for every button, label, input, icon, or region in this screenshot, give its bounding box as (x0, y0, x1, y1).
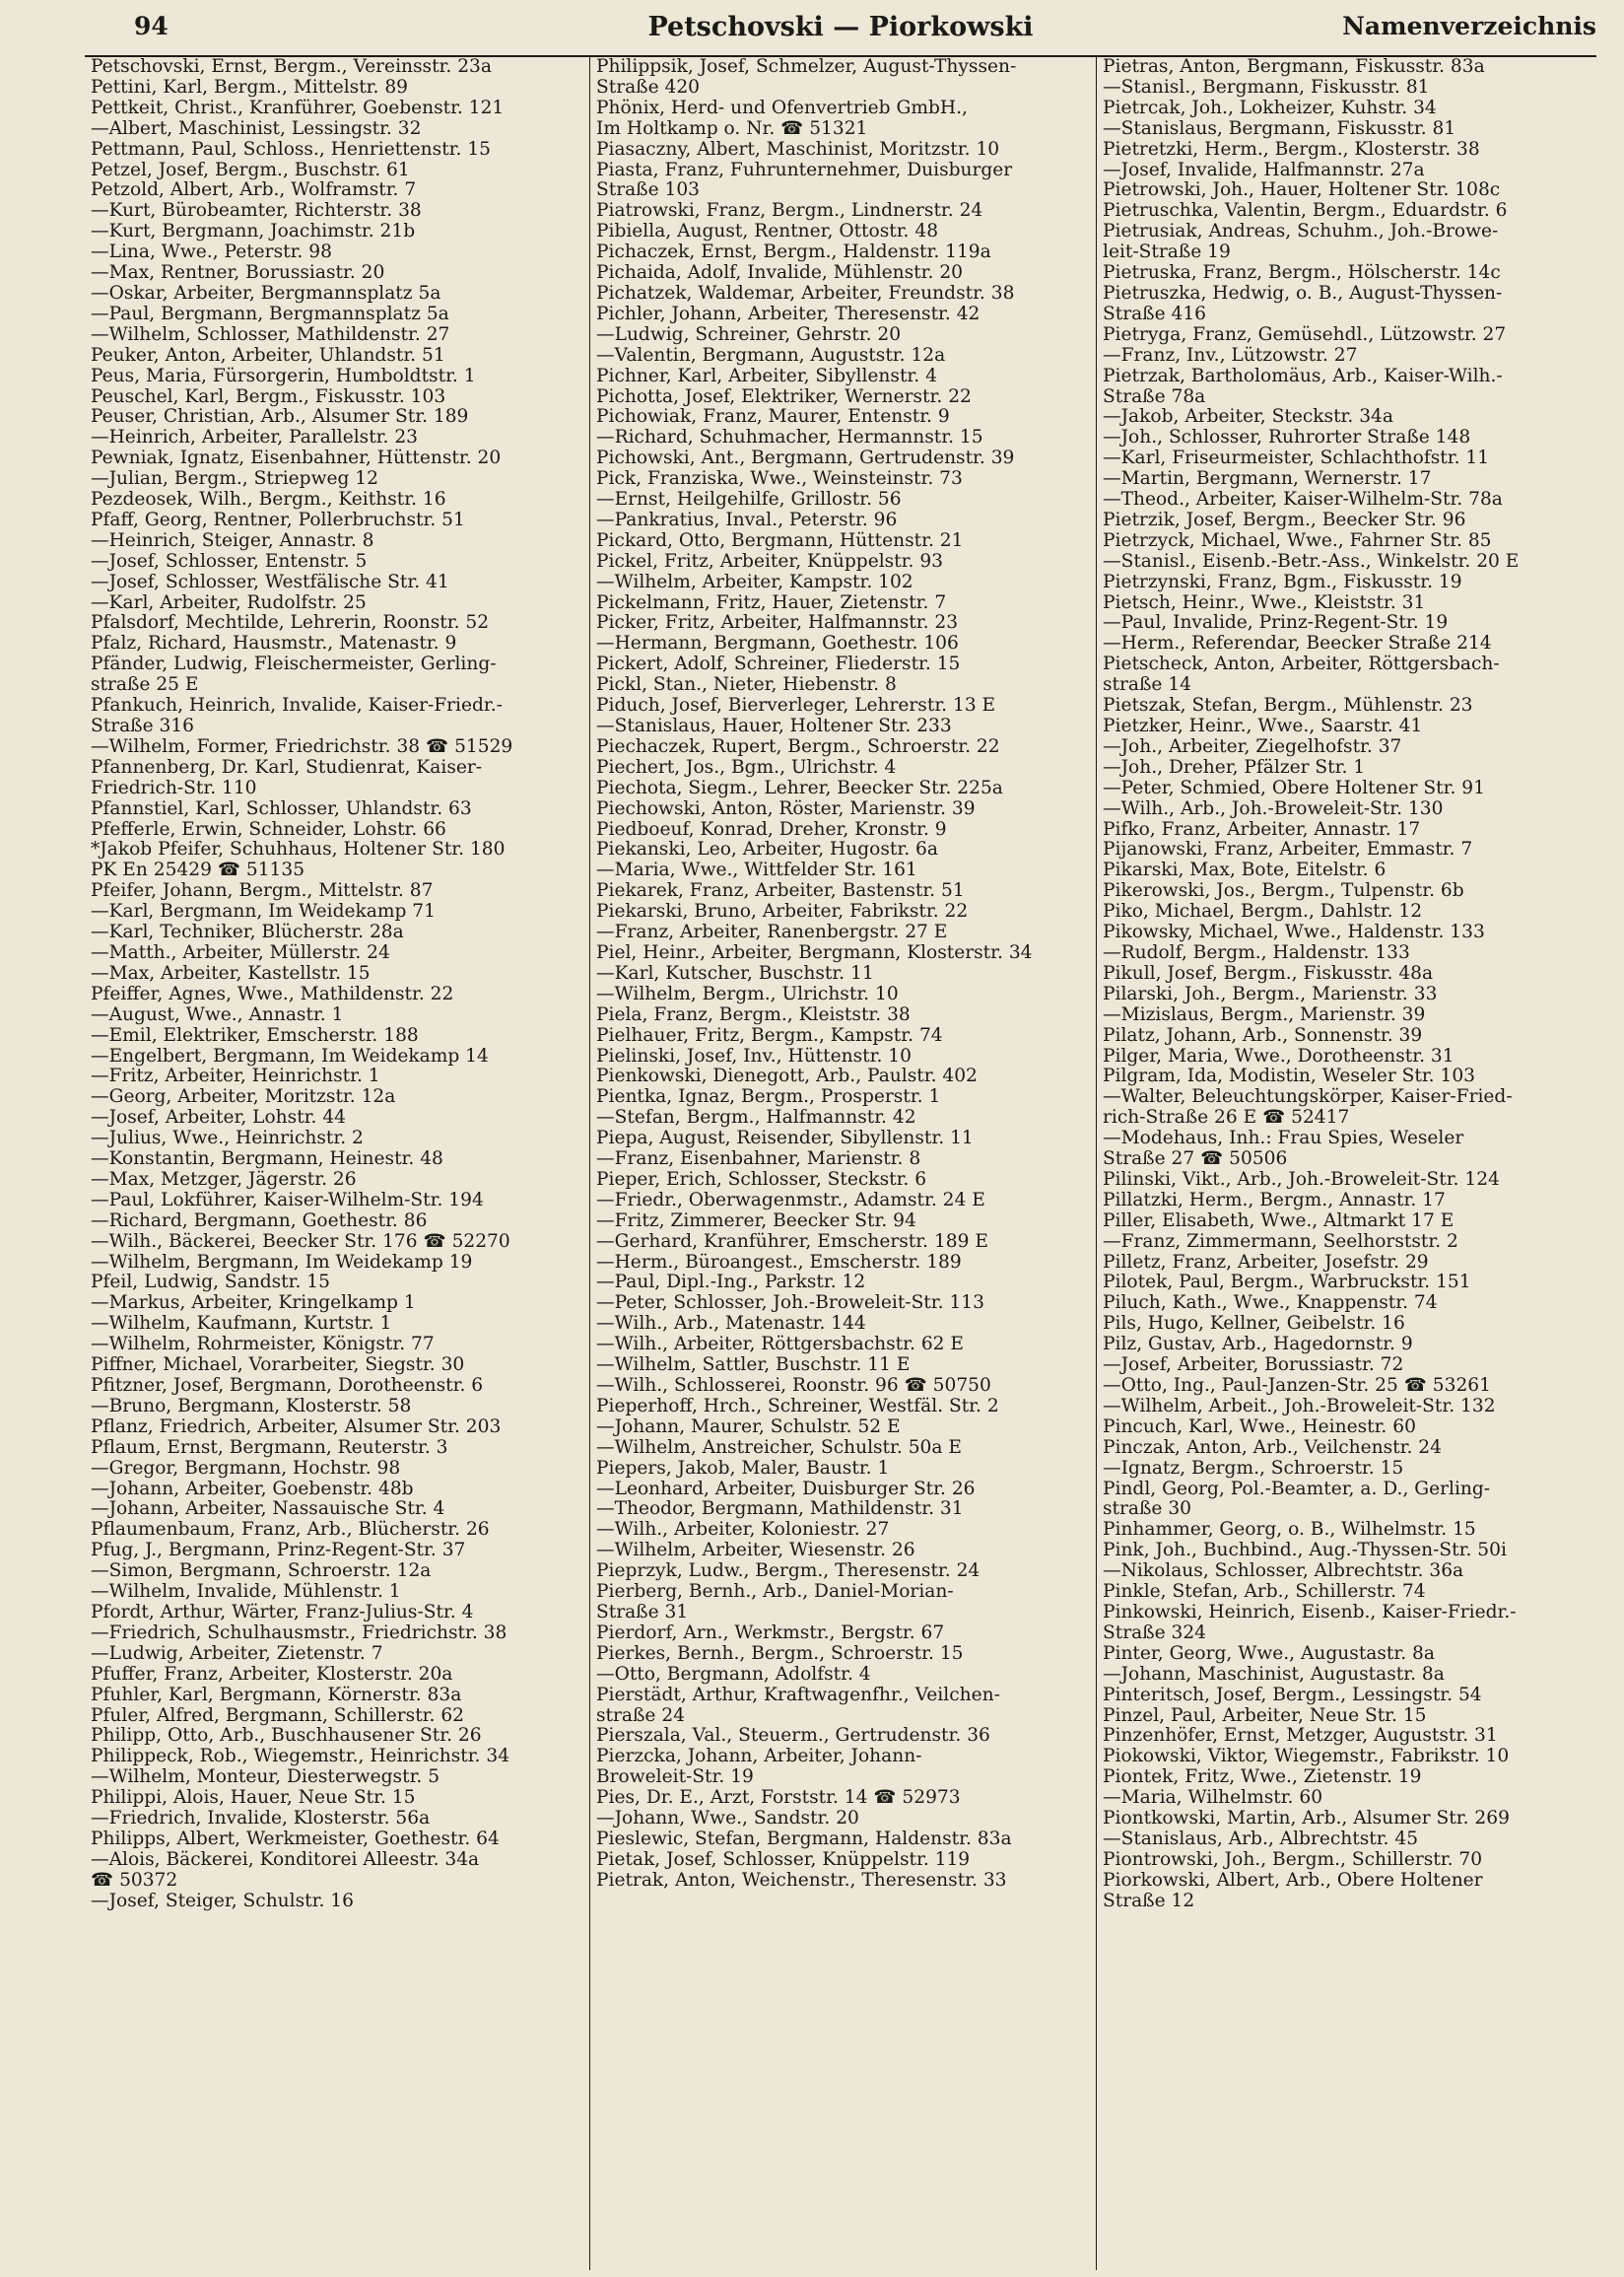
directory-entry: —Modehaus, Inh.: Frau Spies, Weseler (1103, 1129, 1464, 1149)
column-left (85, 57, 583, 2270)
directory-entry: —Wilhelm, Rohrmeister, Königstr. 77 (91, 1335, 435, 1355)
directory-entry: —Stanislaus, Arb., Albrechtstr. 45 (1103, 1828, 1419, 1849)
directory-entry: Pfannenberg, Dr. Karl, Studienrat, Kaiser- (91, 757, 483, 778)
directory-entry: —Engelbert, Bergmann, Im Weidekamp 14 (91, 1046, 489, 1067)
directory-entry: Pietrzik, Josef, Bergm., Beecker Str. 96 (1103, 510, 1466, 530)
directory-entry: —Hermann, Bergmann, Goethestr. 106 (596, 634, 959, 655)
directory-entry: —Karl, Techniker, Blücherstr. 28a (91, 923, 404, 943)
directory-entry: Pfannstiel, Karl, Schlosser, Uhlandstr. 63 (91, 798, 472, 819)
directory-entry: —Max, Rentner, Borussiastr. 20 (91, 263, 385, 284)
directory-entry: Pfitzner, Josef, Bergmann, Dorotheenstr. 6 (91, 1376, 484, 1396)
directory-entry: Pick, Franziska, Wwe., Weinsteinstr. 73 (596, 469, 963, 490)
directory-entry: —Herm., Büroangest., Emscherstr. 189 (596, 1252, 962, 1273)
directory-entry: —Markus, Arbeiter, Kringelkamp 1 (91, 1293, 416, 1314)
directory-entry: —Julian, Bergm., Striepweg 12 (91, 469, 378, 490)
directory-entry: Pilinski, Vikt., Arb., Joh.-Broweleit-Str. 124 (1103, 1169, 1500, 1190)
directory-entry: Piasaczny, Albert, Maschinist, Moritzstr. 10 (596, 139, 1000, 160)
directory-entry: Pillatzki, Herm., Bergm., Annastr. 17 (1103, 1190, 1446, 1210)
directory-entry: —Max, Arbeiter, Kastellstr. 15 (91, 963, 371, 984)
directory-entry: —Johann, Arbeiter, Nassauische Str. 4 (91, 1499, 445, 1520)
directory-entry: Pietrusiak, Andreas, Schuhm., Joh.-Browe- (1103, 222, 1499, 242)
directory-entry: Pieslewic, Stefan, Bergmann, Haldenstr. 83a (596, 1828, 1012, 1849)
directory-entry: Piechowski, Anton, Röster, Marienstr. 39 (596, 798, 976, 819)
directory-entry: —Gerhard, Kranführer, Emscherstr. 189 E (596, 1231, 988, 1252)
directory-entry: —Wilhelm, Former, Friedrichstr. 38 ☎ 51529 (91, 736, 513, 757)
directory-entry: —Johann, Maurer, Schulstr. 52 E (596, 1416, 901, 1437)
directory-entry: Petzold, Albert, Arb., Wolframstr. 7 (91, 180, 417, 201)
directory-entry: Pietras, Anton, Bergmann, Fiskusstr. 83a (1103, 57, 1485, 77)
directory-entry: —Ignatz, Bergm., Schroerstr. 15 (1103, 1458, 1404, 1479)
directory-entry: Pfankuch, Heinrich, Invalide, Kaiser-Friedr.- (91, 696, 503, 717)
directory-entry: ☎ 50372 (91, 1870, 178, 1891)
directory-entry: —Herm., Referendar, Beecker Straße 214 (1103, 634, 1492, 655)
directory-entry: Straße 420 (596, 77, 701, 98)
directory-entry: —Wilhelm, Monteur, Diesterwegstr. 5 (91, 1767, 440, 1788)
directory-entry: —Heinrich, Steiger, Annastr. 8 (91, 530, 374, 551)
directory-entry: —Lina, Wwe., Peterstr. 98 (91, 242, 332, 263)
directory-entry: —Martin, Bergmann, Wernerstr. 17 (1103, 469, 1432, 490)
directory-entry: —Franz, Eisenbahner, Marienstr. 8 (596, 1149, 921, 1170)
directory-entry: —Leonhard, Arbeiter, Duisburger Str. 26 (596, 1479, 976, 1499)
directory-entry: —Emil, Elektriker, Emscherstr. 188 (91, 1025, 419, 1046)
directory-entry: —Karl, Kutscher, Buschstr. 11 (596, 963, 874, 984)
directory-entry: Pieprzyk, Ludw., Bergm., Theresenstr. 24 (596, 1561, 981, 1582)
directory-entry: Pilz, Gustav, Arb., Hagedornstr. 9 (1103, 1335, 1413, 1355)
directory-entry: —Walter, Beleuchtungskörper, Kaiser-Fried- (1103, 1087, 1513, 1108)
directory-entry: Pfug, J., Bergmann, Prinz-Regent-Str. 37 (91, 1541, 466, 1561)
directory-entry: Pilger, Maria, Wwe., Dorotheenstr. 31 (1103, 1046, 1455, 1067)
directory-entry: Piepers, Jakob, Maler, Baustr. 1 (596, 1458, 890, 1479)
directory-entry: —Joh., Dreher, Pfälzer Str. 1 (1103, 757, 1366, 778)
directory-entry: —Wilhelm, Anstreicher, Schulstr. 50a E (596, 1437, 962, 1458)
directory-entry: Pils, Hugo, Kellner, Geibelstr. 16 (1103, 1314, 1405, 1335)
running-title: Petschovski — Piorkowski (647, 12, 1034, 42)
directory-entry: —Theod., Arbeiter, Kaiser-Wilhelm-Str. 78a (1103, 490, 1503, 511)
directory-entry: Pietruska, Franz, Bergm., Hölscherstr. 14c (1103, 263, 1501, 284)
directory-entry: Pfuhler, Karl, Bergmann, Körnerstr. 83a (91, 1685, 462, 1705)
directory-entry: Peuschel, Karl, Bergm., Fiskusstr. 103 (91, 386, 446, 407)
directory-entry: Pifko, Franz, Arbeiter, Annastr. 17 (1103, 819, 1421, 840)
directory-entry: —Johann, Arbeiter, Goebenstr. 48b (91, 1479, 414, 1499)
directory-entry: Pietszak, Stefan, Bergm., Mühlenstr. 23 (1103, 696, 1473, 717)
directory-entry: —Peter, Schlosser, Joh.-Broweleit-Str. 113 (596, 1293, 984, 1314)
directory-entry: Pietrowski, Joh., Hauer, Holtener Str. 108c (1103, 180, 1501, 201)
directory-entry: —Otto, Ing., Paul-Janzen-Str. 25 ☎ 53261 (1103, 1376, 1491, 1396)
directory-entry: Pfänder, Ludwig, Fleischermeister, Gerling- (91, 655, 497, 675)
directory-entry: Piorkowski, Albert, Arb., Obere Holtener (1103, 1870, 1483, 1891)
directory-entry: —Stanisl., Eisenb.-Betr.-Ass., Winkelstr. 20 E (1103, 551, 1520, 572)
directory-entry: Pinzenhöfer, Ernst, Metzger, Auguststr. 31 (1103, 1726, 1498, 1747)
directory-entry: Straße 27 ☎ 50506 (1103, 1149, 1288, 1170)
directory-entry: Pichler, Johann, Arbeiter, Theresenstr. 42 (596, 304, 981, 324)
directory-entry: leit-Straße 19 (1103, 242, 1231, 263)
directory-entry: —Maria, Wilhelmstr. 60 (1103, 1788, 1323, 1809)
directory-entry: —Alois, Bäckerei, Konditorei Alleestr. 34a (91, 1849, 480, 1870)
directory-entry: —Josef, Invalide, Halfmannstr. 27a (1103, 160, 1425, 180)
directory-entry: —Josef, Schlosser, Westfälische Str. 41 (91, 572, 449, 592)
directory-entry: —Richard, Bergmann, Goethestr. 86 (91, 1210, 428, 1231)
directory-entry: —Paul, Dipl.-Ing., Parkstr. 12 (596, 1273, 866, 1293)
directory-entry: Pfuler, Alfred, Bergmann, Schillerstr. 62 (91, 1705, 465, 1726)
directory-entry: —Fritz, Arbeiter, Heinrichstr. 1 (91, 1067, 380, 1087)
directory-entry: Pierszala, Val., Steuerm., Gertrudenstr. 36 (596, 1726, 990, 1747)
section-title: Namenverzeichnis (1342, 12, 1596, 40)
directory-entry: Pinter, Georg, Wwe., Augustastr. 8a (1103, 1643, 1435, 1664)
directory-entry: —Stanislaus, Hauer, Holtener Str. 233 (596, 717, 952, 736)
directory-entry: Pienkowski, Dienegott, Arb., Paulstr. 402 (596, 1067, 978, 1087)
directory-entry: Pinczak, Anton, Arb., Veilchenstr. 24 (1103, 1437, 1442, 1458)
directory-entry: Pettmann, Paul, Schloss., Henriettenstr. 15 (91, 139, 491, 160)
directory-entry: —Oskar, Arbeiter, Bergmannsplatz 5a (91, 283, 441, 304)
directory-entry: Piokowski, Viktor, Wiegemstr., Fabrikstr. 10 (1103, 1747, 1510, 1767)
directory-entry: Piontrowski, Joh., Bergm., Schillerstr. 70 (1103, 1849, 1483, 1870)
directory-entry: Pietak, Josef, Schlosser, Knüppelstr. 119 (596, 1849, 971, 1870)
directory-entry: straße 30 (1103, 1499, 1191, 1520)
directory-entry: Pickard, Otto, Bergmann, Hüttenstr. 21 (596, 530, 964, 551)
directory-entry: Pinteritsch, Josef, Bergm., Lessingstr. 54 (1103, 1685, 1482, 1705)
directory-entry: Pinkle, Stefan, Arb., Schillerstr. 74 (1103, 1582, 1426, 1603)
directory-entry: Piekarek, Franz, Arbeiter, Bastenstr. 51 (596, 881, 965, 902)
directory-entry: Pieper, Erich, Schlosser, Steckstr. 6 (596, 1169, 927, 1190)
column-middle (589, 57, 1091, 2270)
directory-entry: Pielhauer, Fritz, Bergm., Kampstr. 74 (596, 1025, 943, 1046)
directory-entry: Pikarski, Max, Bote, Eitelstr. 6 (1103, 861, 1387, 881)
directory-entry: Phönix, Herd- und Ofenvertrieb GmbH., (596, 98, 968, 118)
directory-entry: Friedrich-Str. 110 (91, 778, 257, 798)
directory-entry: Pindl, Georg, Pol.-Beamter, a. D., Gerling- (1103, 1479, 1491, 1499)
directory-entry: —Peter, Schmied, Obere Holtener Str. 91 (1103, 778, 1485, 798)
directory-entry: Philippeck, Rob., Wiegemstr., Heinrichstr. 34 (91, 1747, 510, 1767)
directory-entry: Straße 324 (1103, 1622, 1207, 1643)
directory-entry: —Wilhelm, Arbeiter, Wiesenstr. 26 (596, 1541, 915, 1561)
directory-entry: —Theodor, Bergmann, Mathildenstr. 31 (596, 1499, 964, 1520)
directory-entry: —Ludwig, Schreiner, Gehrstr. 20 (596, 324, 902, 345)
directory-entry: Pietruschka, Valentin, Bergm., Eduardstr. 6 (1103, 201, 1508, 222)
directory-entry: Pikowsky, Michael, Wwe., Haldenstr. 133 (1103, 923, 1485, 943)
directory-entry: Pezdeosek, Wilh., Bergm., Keithstr. 16 (91, 490, 446, 511)
column-right (1096, 57, 1597, 2270)
directory-entry: —Jakob, Arbeiter, Steckstr. 34a (1103, 407, 1393, 428)
directory-entry: Pichaida, Adolf, Invalide, Mühlenstr. 20 (596, 263, 963, 284)
directory-entry: Pink, Joh., Buchbind., Aug.-Thyssen-Str. 50i (1103, 1541, 1507, 1561)
directory-entry: —Ernst, Heilgehilfe, Grillostr. 56 (596, 490, 902, 511)
directory-entry: Pierzcka, Johann, Arbeiter, Johann- (596, 1747, 922, 1767)
directory-entry: Pinhammer, Georg, o. B., Wilhelmstr. 15 (1103, 1520, 1476, 1541)
directory-entry: Pietrak, Anton, Weichenstr., Theresenstr. 33 (596, 1870, 1007, 1891)
directory-entry: Pietscheck, Anton, Arbeiter, Röttgersbach- (1103, 655, 1500, 675)
directory-entry: Straße 12 (1103, 1891, 1195, 1911)
directory-entry: —Wilh., Arb., Matenastr. 144 (596, 1314, 866, 1335)
directory-entry: Piechaczek, Rupert, Bergm., Schroerstr. 22 (596, 736, 1000, 757)
directory-entry: —Matth., Arbeiter, Müllerstr. 24 (91, 942, 390, 963)
directory-entry: —Valentin, Bergmann, Auguststr. 12a (596, 345, 946, 366)
directory-entry: Piduch, Josef, Bierverleger, Lehrerstr. 13 E (596, 696, 996, 717)
directory-entry: Pilgram, Ida, Modistin, Weseler Str. 103 (1103, 1067, 1475, 1087)
directory-entry: —Wilh., Arbeiter, Koloniestr. 27 (596, 1520, 890, 1541)
directory-entry: Im Holtkamp o. Nr. ☎ 51321 (596, 118, 868, 139)
directory-entry: Pibiella, August, Rentner, Ottostr. 48 (596, 222, 939, 242)
directory-entry: —Joh., Arbeiter, Ziegelhofstr. 37 (1103, 736, 1402, 757)
directory-entry: Pikull, Josef, Bergm., Fiskusstr. 48a (1103, 963, 1434, 984)
directory-entry: Peuser, Christian, Arb., Alsumer Str. 189 (91, 407, 469, 428)
directory-entry: Pflanz, Friedrich, Arbeiter, Alsumer Str. 203 (91, 1416, 502, 1437)
directory-entry: —Georg, Arbeiter, Moritzstr. 12a (91, 1087, 396, 1108)
directory-entry: —Paul, Lokführer, Kaiser-Wilhelm-Str. 194 (91, 1190, 484, 1210)
directory-entry: —Johann, Wwe., Sandstr. 20 (596, 1809, 859, 1829)
directory-entry: Pijanowski, Franz, Arbeiter, Emmastr. 7 (1103, 840, 1473, 861)
directory-entry: Pflaum, Ernst, Bergmann, Reuterstr. 3 (91, 1437, 448, 1458)
directory-entry: Straße 103 (596, 180, 701, 201)
directory-entry: —Stanisl., Bergmann, Fiskusstr. 81 (1103, 77, 1430, 98)
directory-entry: PK En 25429 ☎ 51135 (91, 861, 305, 881)
directory-entry: Piontkowski, Martin, Arb., Alsumer Str. 269 (1103, 1809, 1510, 1829)
directory-entry: —Franz, Zimmermann, Seelhorststr. 2 (1103, 1231, 1458, 1252)
directory-entry: Pilatz, Johann, Arb., Sonnenstr. 39 (1103, 1025, 1423, 1046)
directory-entry: —Wilhelm, Arbeiter, Kampstr. 102 (596, 572, 914, 592)
directory-entry: Piontek, Fritz, Wwe., Zietenstr. 19 (1103, 1767, 1422, 1788)
directory-entry: —Wilhelm, Sattler, Buschstr. 11 E (596, 1355, 911, 1376)
directory-entry: Pichaczek, Ernst, Bergm., Haldenstr. 119a (596, 242, 991, 263)
directory-entry: —Nikolaus, Schlosser, Albrechtstr. 36a (1103, 1561, 1464, 1582)
page-header (85, 4, 1596, 57)
directory-entry: Pietrzak, Bartholomäus, Arb., Kaiser-Wilh.- (1103, 366, 1503, 386)
directory-entry: Piel, Heinr., Arbeiter, Bergmann, Klosterstr. 34 (596, 942, 1033, 963)
directory-entry: Pickel, Fritz, Arbeiter, Knüppelstr. 93 (596, 551, 943, 572)
directory-entry: Pieperhoff, Hrch., Schreiner, Westfäl. Str. 2 (596, 1396, 999, 1416)
directory-entry: —Konstantin, Bergmann, Heinestr. 48 (91, 1149, 443, 1170)
directory-entry: —Josef, Arbeiter, Borussiastr. 72 (1103, 1355, 1404, 1376)
directory-entry: Philippi, Alois, Hauer, Neue Str. 15 (91, 1788, 416, 1809)
directory-entry: Pettini, Karl, Bergm., Mittelstr. 89 (91, 77, 408, 98)
directory-entry: Broweleit-Str. 19 (596, 1767, 754, 1788)
directory-entry: Pies, Dr. E., Arzt, Forststr. 14 ☎ 52973 (596, 1788, 961, 1809)
directory-entry: Philippsik, Josef, Schmelzer, August-Thyssen- (596, 57, 1017, 77)
directory-entry: rich-Straße 26 E ☎ 52417 (1103, 1108, 1350, 1129)
directory-entry: Pichatzek, Waldemar, Arbeiter, Freundstr. 38 (596, 283, 1015, 304)
directory-entry: —Richard, Schuhmacher, Hermannstr. 15 (596, 428, 983, 448)
directory-entry: —Wilh., Arbeiter, Röttgersbachstr. 62 E (596, 1335, 964, 1355)
directory-entry: Pilarski, Joh., Bergm., Marienstr. 33 (1103, 984, 1438, 1004)
directory-entry: straße 14 (1103, 675, 1191, 696)
directory-entry: —Wilhelm, Bergmann, Im Weidekamp 19 (91, 1252, 473, 1273)
directory-entry: —Wilhelm, Schlosser, Mathildenstr. 27 (91, 324, 450, 345)
directory-entry: Pietrzyck, Michael, Wwe., Fahrner Str. 85 (1103, 530, 1492, 551)
directory-entry: Piechota, Siegm., Lehrer, Beecker Str. 225a (596, 778, 1003, 798)
directory-entry: —Heinrich, Arbeiter, Parallelstr. 23 (91, 428, 419, 448)
directory-entry: —Simon, Bergmann, Schroerstr. 12a (91, 1561, 432, 1582)
directory-entry: —Josef, Schlosser, Entenstr. 5 (91, 551, 368, 572)
directory-entry: Pincuch, Karl, Wwe., Heinestr. 60 (1103, 1416, 1416, 1437)
directory-entry: Pietretzki, Herm., Bergm., Klosterstr. 38 (1103, 139, 1480, 160)
directory-entry: —Wilh., Arb., Joh.-Broweleit-Str. 130 (1103, 798, 1444, 819)
directory-entry: Piko, Michael, Bergm., Dahlstr. 12 (1103, 902, 1423, 923)
directory-entry: Pichowski, Ant., Bergmann, Gertrudenstr. 39 (596, 448, 1015, 469)
directory-entry: Petschovski, Ernst, Bergm., Vereinsstr. 23a (91, 57, 492, 77)
directory-entry: —Wilh., Schlosserei, Roonstr. 96 ☎ 50750 (596, 1376, 991, 1396)
directory-entry: Pilletz, Franz, Arbeiter, Josefstr. 29 (1103, 1252, 1429, 1273)
directory-entry: —Josef, Arbeiter, Lohstr. 44 (91, 1108, 346, 1129)
directory-entry: —Stanislaus, Bergmann, Fiskusstr. 81 (1103, 118, 1456, 139)
directory-entry: Pfeifer, Johann, Bergm., Mittelstr. 87 (91, 881, 434, 902)
directory-entry: —Wilhelm, Kaufmann, Kurtstr. 1 (91, 1314, 392, 1335)
directory-entry: Piedboeuf, Konrad, Dreher, Kronstr. 9 (596, 819, 947, 840)
directory-entry: Piechert, Jos., Bgm., Ulrichstr. 4 (596, 757, 897, 778)
directory-entry: Pierkes, Bernh., Bergm., Schroerstr. 15 (596, 1643, 964, 1664)
directory-entry: straße 25 E (91, 675, 199, 696)
directory-entry: Pietrcak, Joh., Lokheizer, Kuhstr. 34 (1103, 98, 1437, 118)
directory-entry: Pfeil, Ludwig, Sandstr. 15 (91, 1273, 330, 1293)
directory-entry: Pfuffer, Franz, Arbeiter, Klosterstr. 20a (91, 1664, 453, 1685)
directory-entry: —Gregor, Bergmann, Hochstr. 98 (91, 1458, 401, 1479)
directory-entry: —Friedrich, Schulhausmstr., Friedrichstr. 38 (91, 1622, 508, 1643)
directory-entry: Straße 416 (1103, 304, 1207, 324)
directory-entry: —Kurt, Bergmann, Joachimstr. 21b (91, 222, 416, 242)
directory-entry: Pietrzynski, Franz, Bgm., Fiskusstr. 19 (1103, 572, 1462, 592)
directory-entry: Pfalz, Richard, Hausmstr., Matenastr. 9 (91, 634, 457, 655)
directory-entry: —Karl, Arbeiter, Rudolfstr. 25 (91, 592, 367, 613)
page-number: 94 (134, 12, 169, 40)
directory-entry: Pilotek, Paul, Bergm., Warbruckstr. 151 (1103, 1273, 1471, 1293)
directory-entry: —Karl, Friseurmeister, Schlachthofstr. 11 (1103, 448, 1490, 469)
directory-entry: —Josef, Steiger, Schulstr. 16 (91, 1891, 354, 1911)
directory-entry: Pierdorf, Arn., Werkmstr., Bergstr. 67 (596, 1622, 945, 1643)
directory-entry: —Otto, Bergmann, Adolfstr. 4 (596, 1664, 871, 1685)
directory-entry: —Ludwig, Arbeiter, Zietenstr. 7 (91, 1643, 383, 1664)
directory-entry: Piffner, Michael, Vorarbeiter, Siegstr. 30 (91, 1355, 465, 1376)
directory-entry: Piela, Franz, Bergm., Kleiststr. 38 (596, 1004, 911, 1025)
directory-entry: —Wilhelm, Arbeit., Joh.-Broweleit-Str. 132 (1103, 1396, 1496, 1416)
directory-entry: —Franz, Inv., Lützowstr. 27 (1103, 345, 1358, 366)
directory-entry: Pichowiak, Franz, Maurer, Entenstr. 9 (596, 407, 950, 428)
directory-entry: Pfalsdorf, Mechtilde, Lehrerin, Roonstr. 52 (91, 613, 490, 634)
directory-entry: Piasta, Franz, Fuhrunternehmer, Duisburger (596, 160, 1013, 180)
directory-entry: —Rudolf, Bergm., Haldenstr. 133 (1103, 942, 1410, 963)
directory-entry: —Wilh., Bäckerei, Beecker Str. 176 ☎ 52270 (91, 1231, 510, 1252)
directory-entry: —Pankratius, Inval., Peterstr. 96 (596, 510, 898, 530)
directory-entry: Pietryga, Franz, Gemüsehdl., Lützowstr. 27 (1103, 324, 1507, 345)
directory-entry: —Julius, Wwe., Heinrichstr. 2 (91, 1129, 364, 1149)
directory-entry: Peuker, Anton, Arbeiter, Uhlandstr. 51 (91, 345, 445, 366)
directory-columns (85, 57, 1596, 2270)
directory-entry: —Wilhelm, Bergm., Ulrichstr. 10 (596, 984, 899, 1004)
directory-entry: Picker, Fritz, Arbeiter, Halfmannstr. 23 (596, 613, 959, 634)
directory-entry: —Stefan, Bergm., Halfmannstr. 42 (596, 1108, 916, 1129)
directory-entry: Piekarski, Bruno, Arbeiter, Fabrikstr. 22 (596, 902, 969, 923)
directory-entry: —Johann, Maschinist, Augustastr. 8a (1103, 1664, 1445, 1685)
directory-entry: Pielinski, Josef, Inv., Hüttenstr. 10 (596, 1046, 912, 1067)
directory-entry: Straße 78a (1103, 386, 1206, 407)
directory-entry: Pickert, Adolf, Schreiner, Fliederstr. 15 (596, 655, 961, 675)
directory-entry: Pikerowski, Jos., Bergm., Tulpenstr. 6b (1103, 881, 1464, 902)
directory-entry: Pfordt, Arthur, Wärter, Franz-Julius-Str. 4 (91, 1602, 474, 1622)
directory-entry: Piller, Elisabeth, Wwe., Altmarkt 17 E (1103, 1210, 1455, 1231)
directory-entry: —Paul, Invalide, Prinz-Regent-Str. 19 (1103, 613, 1449, 634)
directory-entry: —Mizislaus, Bergm., Marienstr. 39 (1103, 1004, 1426, 1025)
directory-entry: Pflaumenbaum, Franz, Arb., Blücherstr. 26 (91, 1520, 490, 1541)
directory-entry: —Maria, Wwe., Wittfelder Str. 161 (596, 861, 917, 881)
directory-entry: Philipps, Albert, Werkmeister, Goethestr. 64 (91, 1828, 500, 1849)
directory-entry: —August, Wwe., Annastr. 1 (91, 1004, 344, 1025)
directory-entry: Pfefferle, Erwin, Schneider, Lohstr. 66 (91, 819, 446, 840)
directory-entry: Pinzel, Paul, Arbeiter, Neue Str. 15 (1103, 1705, 1427, 1726)
directory-entry: —Kurt, Bürobeamter, Richterstr. 38 (91, 201, 422, 222)
directory-entry: —Paul, Bergmann, Bergmannsplatz 5a (91, 304, 449, 324)
directory-entry: straße 24 (596, 1705, 685, 1726)
directory-entry: —Max, Metzger, Jägerstr. 26 (91, 1169, 357, 1190)
directory-entry: —Franz, Arbeiter, Ranenbergstr. 27 E (596, 923, 948, 943)
directory-entry: Pinkowski, Heinrich, Eisenb., Kaiser-Friedr.- (1103, 1602, 1517, 1622)
directory-entry: Pietsch, Heinr., Wwe., Kleiststr. 31 (1103, 592, 1426, 613)
directory-entry: —Bruno, Bergmann, Klosterstr. 58 (91, 1396, 412, 1416)
directory-entry: Straße 316 (91, 717, 195, 736)
directory-entry: Pietruszka, Hedwig, o. B., August-Thyssen- (1103, 283, 1503, 304)
directory-entry: Petzel, Josef, Bergm., Buschstr. 61 (91, 160, 410, 180)
directory-entry: —Karl, Bergmann, Im Weidekamp 71 (91, 902, 436, 923)
directory-entry: —Wilhelm, Invalide, Mühlenstr. 1 (91, 1582, 401, 1603)
directory-entry: Pickelmann, Fritz, Hauer, Zietenstr. 7 (596, 592, 947, 613)
directory-entry: Pierberg, Bernh., Arb., Daniel-Morian- (596, 1582, 954, 1603)
directory-entry: Pickl, Stan., Nieter, Hiebenstr. 8 (596, 675, 897, 696)
directory-entry: Pierstädt, Arthur, Kraftwagenfhr., Veilchen- (596, 1685, 1000, 1705)
directory-entry: Pietzker, Heinr., Wwe., Saarstr. 41 (1103, 717, 1423, 736)
directory-entry: Piatrowski, Franz, Bergm., Lindnerstr. 24 (596, 201, 983, 222)
directory-entry: Pewniak, Ignatz, Eisenbahner, Hüttenstr. 20 (91, 448, 502, 469)
directory-entry: Pfeiffer, Agnes, Wwe., Mathildenstr. 22 (91, 984, 454, 1004)
directory-entry: Piekanski, Leo, Arbeiter, Hugostr. 6a (596, 840, 938, 861)
directory-entry: *Jakob Pfeifer, Schuhhaus, Holtener Str. 180 (91, 840, 506, 861)
directory-entry: Pichotta, Josef, Elektriker, Wernerstr. 22 (596, 386, 972, 407)
directory-entry: —Friedrich, Invalide, Klosterstr. 56a (91, 1809, 431, 1829)
directory-entry: Peus, Maria, Fürsorgerin, Humboldtstr. 1 (91, 366, 476, 386)
directory-entry: Piepa, August, Reisender, Sibyllenstr. 11 (596, 1129, 974, 1149)
directory-entry: Straße 31 (596, 1602, 689, 1622)
directory-entry: Pientka, Ignaz, Bergm., Prosperstr. 1 (596, 1087, 941, 1108)
directory-entry: Piluch, Kath., Wwe., Knappenstr. 74 (1103, 1293, 1438, 1314)
directory-entry: Pfaff, Georg, Rentner, Pollerbruchstr. 51 (91, 510, 465, 530)
directory-entry: Pichner, Karl, Arbeiter, Sibyllenstr. 4 (596, 366, 937, 386)
directory-entry: —Joh., Schlosser, Ruhrorter Straße 148 (1103, 428, 1471, 448)
directory-entry: —Fritz, Zimmerer, Beecker Str. 94 (596, 1210, 916, 1231)
directory-entry: —Albert, Maschinist, Lessingstr. 32 (91, 118, 422, 139)
directory-entry: Pettkeit, Christ., Kranführer, Goebenstr. 121 (91, 98, 505, 118)
directory-entry: —Friedr., Oberwagenmstr., Adamstr. 24 E (596, 1190, 985, 1210)
directory-entry: Philipp, Otto, Arb., Buschhausener Str. 26 (91, 1726, 482, 1747)
